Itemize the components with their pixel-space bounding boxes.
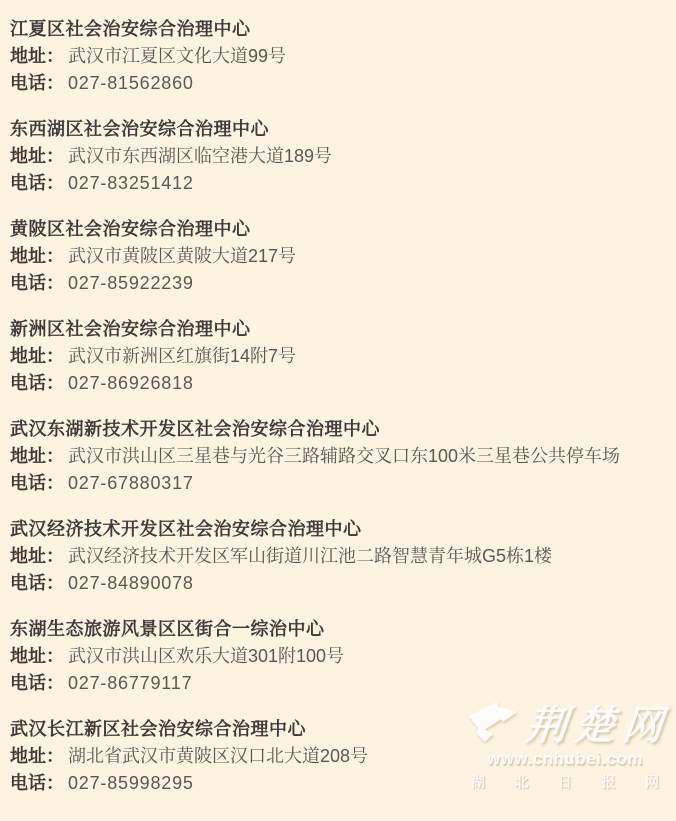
phone-value: 027-67880317 <box>68 473 194 493</box>
phone-label: 电话： <box>10 373 64 393</box>
center-entry <box>10 516 668 597</box>
phone-row <box>10 670 668 697</box>
center-name: 东湖生态旅游风景区区街合一综治中心 <box>10 619 325 639</box>
address-label: 地址： <box>10 546 64 566</box>
center-name: 武汉经济技术开发区社会治安综合治理中心 <box>10 519 362 539</box>
address-value: 武汉经济技术开发区军山街道川江池二路智慧青年城G5栋1楼 <box>68 546 553 566</box>
phone-value: 027-83251412 <box>68 173 194 193</box>
phone-row <box>10 570 668 597</box>
phone-label: 电话： <box>10 273 64 293</box>
phone-row <box>10 270 668 297</box>
watermark-caption-char: 报 <box>601 774 616 790</box>
center-entry <box>10 316 668 397</box>
phone-row <box>10 470 668 497</box>
address-label: 地址： <box>10 346 64 366</box>
address-label: 地址： <box>10 646 64 666</box>
address-row <box>10 743 668 770</box>
phone-row <box>10 170 668 197</box>
address-value: 武汉市黄陂区黄陂大道217号 <box>68 246 297 266</box>
watermark-url: www.cnhubei.com <box>486 749 644 768</box>
phone-value: 027-86926818 <box>68 373 194 393</box>
center-entry <box>10 716 668 797</box>
center-entry <box>10 216 668 297</box>
address-label: 地址： <box>10 46 64 66</box>
phone-label: 电话： <box>10 173 64 193</box>
center-entry <box>10 416 668 497</box>
address-row <box>10 443 668 470</box>
address-label: 地址： <box>10 746 64 766</box>
watermark-site-name: 荆楚网 <box>524 701 674 749</box>
center-entry <box>10 616 668 697</box>
phone-label: 电话： <box>10 573 64 593</box>
watermark-caption-char: 日 <box>558 774 572 790</box>
address-value: 武汉市江夏区文化大道99号 <box>68 46 287 66</box>
center-name: 新洲区社会治安综合治理中心 <box>10 319 251 339</box>
watermark-caption-char: 湖 <box>471 774 485 790</box>
phone-label: 电话： <box>10 473 64 493</box>
address-row <box>10 643 668 670</box>
address-row <box>10 243 668 270</box>
phone-label: 电话： <box>10 673 64 693</box>
phone-row <box>10 70 668 97</box>
address-value: 湖北省武汉市黄陂区汉口北大道208号 <box>68 746 369 766</box>
address-value: 武汉市洪山区三星巷与光谷三路辅路交叉口东100米三星巷公共停车场 <box>68 446 621 466</box>
watermark-caption-char: 网 <box>645 774 659 790</box>
phone-label: 电话： <box>10 73 64 93</box>
phone-value: 027-84890078 <box>68 573 194 593</box>
address-label: 地址： <box>10 246 64 266</box>
phone-value: 027-85998295 <box>68 773 194 793</box>
address-row <box>10 43 668 70</box>
phone-value: 027-85922239 <box>68 273 194 293</box>
address-row <box>10 143 668 170</box>
address-label: 地址： <box>10 446 64 466</box>
center-name: 黄陂区社会治安综合治理中心 <box>10 219 251 239</box>
center-name: 武汉东湖新技术开发区社会治安综合治理中心 <box>10 419 380 439</box>
address-value: 武汉市洪山区欢乐大道301附100号 <box>68 646 345 666</box>
phone-label: 电话： <box>10 773 64 793</box>
center-name: 武汉长江新区社会治安综合治理中心 <box>10 719 306 739</box>
phone-value: 027-81562860 <box>68 73 194 93</box>
center-name: 江夏区社会治安综合治理中心 <box>10 19 251 39</box>
center-entry <box>10 116 668 197</box>
address-row <box>10 343 668 370</box>
watermark-caption-char: 北 <box>514 774 529 790</box>
center-entry <box>10 16 668 97</box>
address-row <box>10 543 668 570</box>
center-name: 东西湖区社会治安综合治理中心 <box>10 119 269 139</box>
address-value: 武汉市新洲区红旗街14附7号 <box>68 346 297 366</box>
phone-row <box>10 370 668 397</box>
address-value: 武汉市东西湖区临空港大道189号 <box>68 146 333 166</box>
phone-value: 027-86779117 <box>68 673 193 693</box>
address-label: 地址： <box>10 146 64 166</box>
phone-row <box>10 770 668 797</box>
